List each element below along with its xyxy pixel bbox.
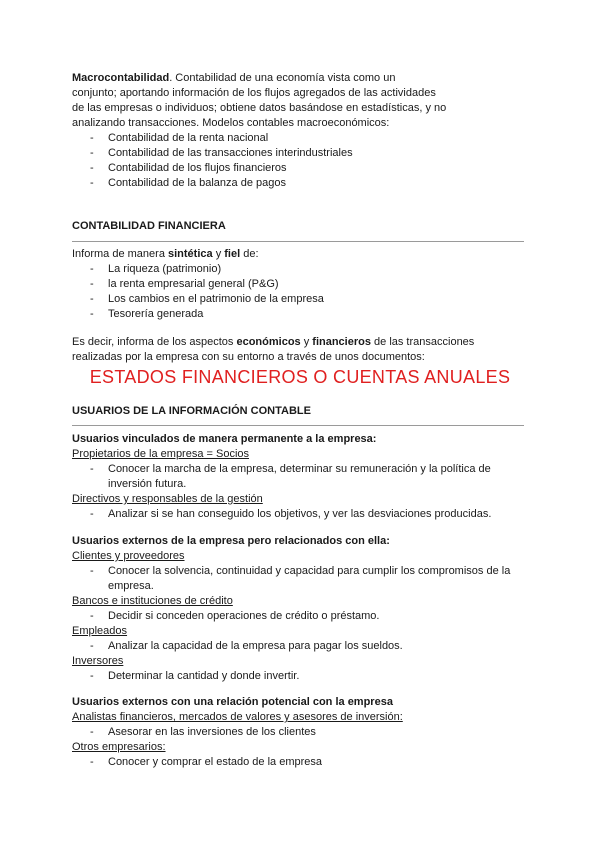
subgroup-title: Propietarios de la empresa = Socios [72,448,250,460]
group-title: Usuarios vinculados de manera permanente a la empresa: [72,433,377,445]
macro-desc: . Contabilidad de una economía vista como un [169,72,396,84]
financiera-heading: CONTABILIDAD FINANCIERA [72,220,226,232]
usuarios-group-potenciales [72,695,532,770]
group-title: Usuarios externos con una relación potencial con la empresa [72,696,393,708]
subgroup-title: Directivos y responsables de la gestión [72,493,263,505]
usuarios-heading: USUARIOS DE LA INFORMACIÓN CONTABLE [72,405,311,417]
financiera-p2 [72,335,532,350]
group-title: Usuarios externos de la empresa pero relacionados con ella: [72,535,390,547]
list-item: - Contabilidad de los flujos financieros [72,161,532,176]
list-item: - la renta empresarial general (P&G) [72,277,532,292]
subgroup-title: Empleados [72,625,128,637]
list-item: - Decidir si conceden operaciones de crédito o préstamo. [72,609,532,624]
macro-line: analizando transacciones. Modelos contables macroeconómicos: [72,117,390,129]
macro-term: Macrocontabilidad [72,72,170,84]
macro-line: de las empresas o individuos; obtiene datos basándose en estadísticas, y no [72,102,447,114]
list-item: - Los cambios en el patrimonio de la empresa [72,292,532,307]
list-item: - Analizar si se han conseguido los objetivos, y ver las desviaciones producidas. [72,507,532,522]
p2-text: y [300,336,313,348]
subgroup-list [72,507,532,522]
financiera-section [72,247,532,322]
intro-text: y [212,248,225,260]
financiera-intro [72,247,532,262]
p2-text: Es decir, informa de los aspectos [72,336,237,348]
usuarios-group-permanentes [72,432,532,522]
subgroup-title: Clientes y proveedores [72,550,185,562]
subgroup-list [72,564,532,579]
estados-financieros-banner: ESTADOS FINANCIEROS O CUENTAS ANUALES [89,367,511,387]
section-divider [72,425,524,426]
subgroup-title: Bancos e instituciones de crédito [72,595,233,607]
list-item: - Contabilidad de la renta nacional [72,131,532,146]
subgroup-list [72,462,532,477]
p2-bold: financieros [312,336,371,348]
macro-paragraph [72,71,532,86]
subgroup-title: Inversores [72,655,124,667]
financiera-list [72,262,532,322]
financiera-paragraph [72,335,532,365]
list-item: - La riqueza (patrimonio) [72,262,532,277]
subgroup-list [72,725,532,740]
intro-text: Informa de manera [72,248,168,260]
subgroup-list [72,755,532,770]
list-item: - Conocer la marcha de la empresa, determinar su remuneración y la política de [72,462,532,477]
list-item-continuation: inversión futura. [108,478,187,490]
macro-line: conjunto; aportando información de los flujos agregados de las actividades [72,87,436,99]
list-item: - Analizar la capacidad de la empresa para pagar los sueldos. [72,639,532,654]
p2-bold: económicos [236,336,301,348]
subgroup-list [72,639,532,654]
intro-text: de: [240,248,259,260]
financiera-p2-line2: realizadas por la empresa con su entorno a través de unos documentos: [72,351,425,363]
subgroup-list [72,669,532,684]
list-item: - Conocer y comprar el estado de la empresa [72,755,532,770]
list-item-continuation: empresa. [108,580,154,592]
intro-bold: sintética [168,248,213,260]
intro-bold: fiel [224,248,241,260]
list-item: - Contabilidad de la balanza de pagos [72,176,532,191]
list-item: - Conocer la solvencia, continuidad y capacidad para cumplir los compromisos de la [72,564,532,579]
subgroup-list [72,609,532,624]
section-divider [72,241,524,242]
macro-section [72,71,532,191]
p2-text: de las transacciones [370,336,475,348]
list-item: - Contabilidad de las transacciones interindustriales [72,146,532,161]
macro-models-list [72,131,532,191]
list-item: - Asesorar en las inversiones de los clientes [72,725,532,740]
subgroup-title: Otros empresarios: [72,741,166,753]
subgroup-title: Analistas financieros, mercados de valores y asesores de inversión: [72,711,403,723]
usuarios-group-externos [72,534,532,684]
list-item: - Determinar la cantidad y donde invertir. [72,669,532,684]
list-item: - Tesorería generada [72,307,532,322]
